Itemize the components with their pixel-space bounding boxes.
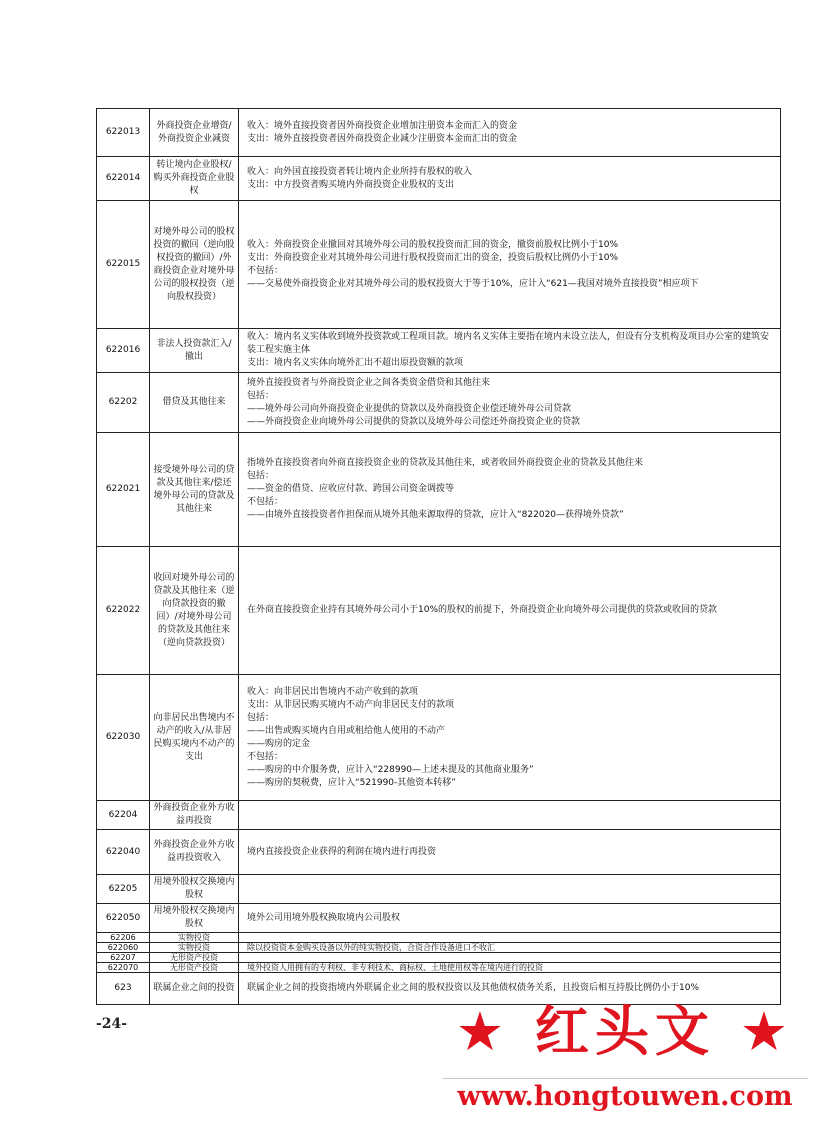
item-code: 622014: [97, 157, 150, 201]
description-line: 不包括：: [247, 265, 284, 276]
description-line: 境外投资人用拥有的专利权、非专利技术、商标权、土地使用权等在境内进行的投资: [247, 963, 543, 972]
watermark: [440, 1000, 810, 1120]
item-name: 外商投资企业增资/外商投资企业减资: [150, 109, 239, 157]
item-description: [239, 943, 781, 953]
table-row: [97, 109, 781, 157]
item-code: 622030: [97, 675, 150, 801]
description-line: 不包括：: [247, 751, 284, 762]
table-row: [97, 675, 781, 801]
page-number: -24-: [96, 1016, 128, 1032]
item-description: [239, 547, 781, 675]
item-name: 外商投资企业外方收益再投资收入: [150, 830, 239, 875]
item-description: [239, 904, 781, 933]
description-line: 包括：: [247, 471, 275, 481]
item-code: 622050: [97, 904, 150, 933]
description-line: 在外商直接投资企业持有其境外母公司小于10%的股权的前提下，外商投资企业向境外母公司提供的贷款或收回的贷款: [247, 605, 718, 615]
table-row: [97, 547, 781, 675]
description-line: 收入：境外直接投资者因外商投资企业增加注册资本金而汇入的资金: [247, 120, 518, 131]
item-name: 收回对境外母公司的贷款及其他往来（逆向贷款投资的撤回）/对境外母公司的贷款及其他往来（逆向贷款投资）: [150, 547, 239, 675]
item-description: [239, 201, 781, 329]
item-name: 用境外股权交换境内股权: [150, 875, 239, 904]
description-line: 除以投资资本金购买设备以外的纯实物投资，合资合作设备进口不收汇: [247, 943, 495, 952]
description-line: 境内直接投资企业获得的利润在境内进行再投资: [247, 846, 437, 857]
description-line: ——境外母公司向外商投资企业提供的贷款以及外商投资企业偿还境外母公司贷款: [247, 403, 572, 414]
item-code: 622021: [97, 433, 150, 547]
item-code: 62202: [97, 373, 150, 433]
table-row: [97, 433, 781, 547]
description-line: 支出：从非居民购买境内不动产向非居民支付的款项: [247, 699, 455, 710]
item-name: 无形资产投资: [150, 953, 239, 963]
item-description: [239, 963, 781, 973]
description-line: 收入：境内名义实体收到境外投资款或工程项目款。境内名义实体主要指在境内未设立法人，但设有分支机构及项目办公室的建筑安装工程实施主体: [247, 332, 770, 355]
description-line: ——由境外直接投资者作担保而从境外其他来源取得的贷款，应计入“822020—获得境外贷款”: [247, 510, 624, 520]
item-description: [239, 329, 781, 373]
item-code: 62205: [97, 875, 150, 904]
item-name: 无形资产投资: [150, 963, 239, 973]
description-line: 收入：向外国直接投资者转让境内企业所持有股权的收入: [247, 166, 473, 177]
item-name: 借贷及其他往来: [150, 373, 239, 433]
item-description: [239, 675, 781, 801]
description-line: 支出：外商投资企业对其境外母公司进行股权投资而汇出的资金，投资后股权比例仍小于10%: [247, 252, 619, 263]
item-code: 622022: [97, 547, 150, 675]
description-line: 境外直接投资者与外商投资企业之间各类资金借贷和其他往来: [247, 377, 491, 388]
item-description: [239, 875, 781, 904]
item-code: 623: [97, 973, 150, 1005]
watermark-divider: [442, 1078, 808, 1079]
table-row: [97, 904, 781, 933]
description-line: 境外公司用境外股权换取境内公司股权: [247, 912, 401, 923]
description-line: 支出：境外直接投资者因外商投资企业减少注册资本金而汇出的资金: [247, 133, 518, 144]
item-code: 62206: [97, 933, 150, 943]
item-description: [239, 933, 781, 943]
table-row: [97, 933, 781, 943]
description-line: ——交易使外商投资企业对其境外母公司的股权投资大于等于10%，应计入“621—我国对境外直接投资”相应项下: [247, 278, 699, 289]
item-description: [239, 801, 781, 830]
description-line: ——购房的契税费，应计入“521990-其他资本转移”: [247, 777, 456, 788]
item-name: 实物投资: [150, 943, 239, 953]
item-code: 622015: [97, 201, 150, 329]
code-table: [96, 108, 781, 1005]
code-table-body: [97, 109, 781, 1005]
description-line: 支出：境内名义实体向境外汇出不超出原投资额的款项: [247, 358, 464, 368]
table-row: [97, 953, 781, 963]
description-line: 指境外直接投资者向外商直接投资企业的贷款及其他往来，或者收回外商投资企业的贷款及其他往来: [247, 458, 644, 468]
item-code: 622040: [97, 830, 150, 875]
description-line: 不包括：: [247, 497, 284, 507]
table-row: [97, 963, 781, 973]
table-row: [97, 830, 781, 875]
table-row: [97, 157, 781, 201]
item-name: 用境外股权交换境内股权: [150, 904, 239, 933]
item-name: 联属企业之间的投资: [150, 973, 239, 1005]
item-code: 62204: [97, 801, 150, 830]
description-line: ——出售或购买境内自用或租给他人使用的不动产: [247, 725, 446, 736]
item-name: 非法人投资款汇入/撤出: [150, 329, 239, 373]
description-line: ——外商投资企业向境外母公司提供的贷款以及境外母公司偿还外商投资企业的贷款: [247, 416, 581, 427]
item-code: 622070: [97, 963, 150, 973]
item-description: [239, 109, 781, 157]
item-description: [239, 830, 781, 875]
description-line: 支出：中方投资者购买境内外商投资企业股权的支出: [247, 179, 455, 190]
table-row: [97, 801, 781, 830]
item-code: 622016: [97, 329, 150, 373]
watermark-url: www.hongtouwen.com: [457, 1081, 793, 1112]
table-row: [97, 875, 781, 904]
item-code: 62207: [97, 953, 150, 963]
table-row: [97, 201, 781, 329]
item-name: 向非居民出售境内不动产的收入/从非居民购买境内不动产的支出: [150, 675, 239, 801]
table-row: [97, 373, 781, 433]
item-code: 622060: [97, 943, 150, 953]
item-name: 接受境外母公司的贷款及其他往来/偿还境外母公司的贷款及其他往来: [150, 433, 239, 547]
item-name: 对境外母公司的股权投资的撤回（逆向股权投资的撤回）/外商投资企业对境外母公司的股权投资（逆向股权投资）: [150, 201, 239, 329]
item-name: 转让境内企业股权/购买外商投资企业股权: [150, 157, 239, 201]
table-row: [97, 943, 781, 953]
item-name: 外商投资企业外方收益再投资: [150, 801, 239, 830]
item-name: 实物投资: [150, 933, 239, 943]
description-line: ——购房的定金: [247, 738, 311, 749]
item-description: [239, 157, 781, 201]
watermark-title: ★ 红头文 ★: [455, 1000, 795, 1063]
item-code: 622013: [97, 109, 150, 157]
description-line: ——购房的中介服务费，应计入“228990—上述未提及的其他商业服务”: [247, 764, 534, 775]
item-description: [239, 953, 781, 963]
description-line: 收入：向非居民出售境内不动产收到的款项: [247, 686, 419, 697]
description-line: 包括：: [247, 712, 275, 723]
table-row: [97, 329, 781, 373]
item-description: [239, 373, 781, 433]
description-line: 收入：外商投资企业撤回对其境外母公司的股权投资而汇回的资金，撤资前股权比例小于10%: [247, 239, 619, 250]
item-description: [239, 433, 781, 547]
description-line: 联属企业之间的投资指境内外联属企业之间的股权投资以及其他债权债务关系，且投资后相互持股比例仍小于10%: [247, 983, 700, 993]
description-line: 包括：: [247, 390, 275, 401]
description-line: ——资金的借贷、应收应付款、跨国公司资金调拨等: [247, 484, 455, 494]
